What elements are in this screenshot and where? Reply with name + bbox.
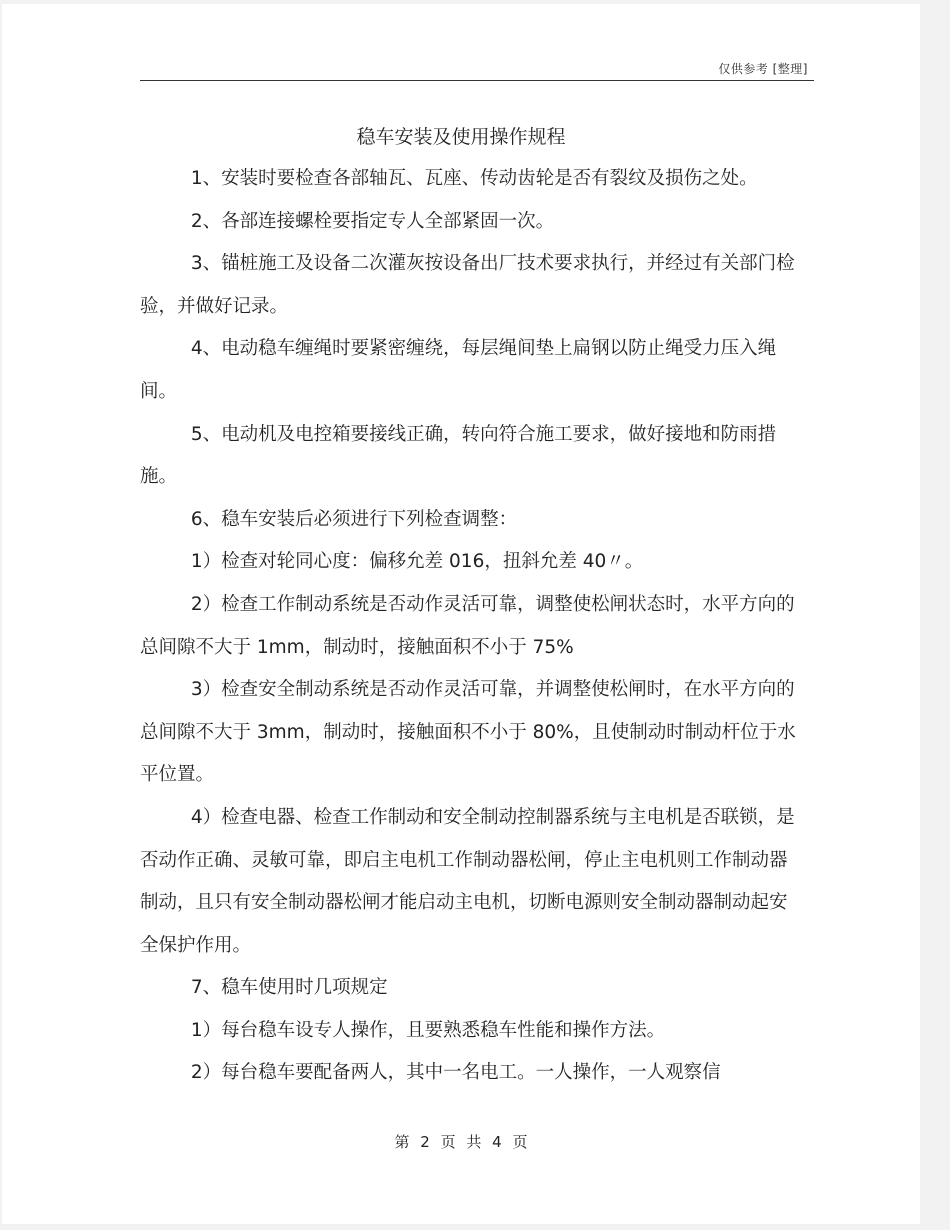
document-page: [2, 4, 920, 1224]
paragraph-4: 4、电动稳车缠绳时要紧密缠绕，每层绳间垫上扁钢以防止绳受力压入绳间。: [140, 338, 777, 402]
header-note: 仅供参考 [整理]: [718, 62, 808, 76]
document-body: [140, 158, 800, 1095]
paragraph-7-item-2: 2）每台稳车要配备两人，其中一名电工。一人操作，一人观察信: [190, 1062, 721, 1084]
paragraph-6: 6、稳车安装后必须进行下列检查调整：: [190, 508, 518, 530]
paragraph-6-item-1: 1）检查对轮同心度：偏移允差 016，扭斜允差 40〃。: [190, 551, 644, 573]
paragraph-1: 1、安装时要检查各部轴瓦、瓦座、传动齿轮是否有裂纹及损伤之处。: [190, 168, 758, 189]
paragraph-5: 5、电动机及电控箱要接线正确，转向符合施工要求，做好接地和防雨措施。: [140, 423, 777, 488]
paragraph-7-item-1: 1）每台稳车设专人操作，且要熟悉稳车性能和操作方法。: [190, 1019, 666, 1041]
header-divider: [140, 80, 814, 81]
document-title: 稳车安装及使用操作规程: [356, 126, 566, 148]
paragraph-6-item-3: 3）检查安全制动系统是否动作灵活可靠，并调整使松闸时，在水平方向的总间隙不大于 3mm，制动时，接触面积不小于 80%，且使制动时制动杆位于水平位置。: [140, 679, 796, 786]
paragraph-2: 2、各部连接螺栓要指定专人全部紧固一次。: [190, 210, 555, 232]
paragraph-6-item-2: 2）检查工作制动系统是否动作灵活可靠，调整使松闸状态时，水平方向的总间隙不大于 1mm，制动时，接触面积不小于 75%: [140, 593, 795, 658]
paragraph-7: 7、稳车使用时几项规定: [190, 977, 388, 999]
paragraph-3: 3、锚桩施工及设备二次灌灰按设备出厂技术要求执行，并经过有关部门检验，并做好记录。: [140, 253, 795, 317]
paragraph-6-item-4: 4）检查电器、检查工作制动和安全制动控制器系统与主电机是否联锁，是否动作正确、灵敏可靠，即启主电机工作制动器松闸，停止主电机则工作制动器制动，且只有安全制动器松闸才能启动主电机，切断电源则安全制动器制动起安全保护作用。: [140, 806, 795, 956]
page-footer: 第 2 页 共 4 页: [394, 1133, 528, 1151]
